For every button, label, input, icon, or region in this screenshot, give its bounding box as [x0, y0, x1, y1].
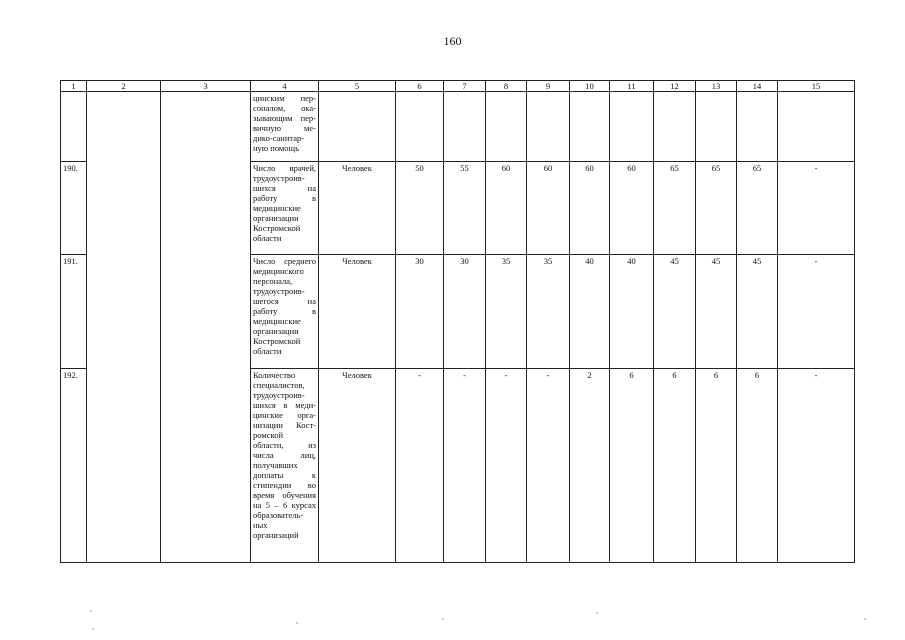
description-line: трудоустроив- [253, 390, 305, 400]
table-cell [396, 92, 444, 162]
description-line: Количество [253, 370, 296, 380]
value-cell: - [396, 369, 444, 563]
description-line: области [253, 233, 282, 243]
value-cell: - [444, 369, 486, 563]
description-line: Число среднего [253, 256, 316, 266]
header-row [61, 81, 855, 92]
description-line: области, из [253, 440, 316, 450]
scan-speck [90, 610, 92, 612]
value-cell: 65 [696, 162, 737, 255]
value-cell: 6 [696, 369, 737, 563]
table-row-continuation [61, 92, 855, 162]
value-cell: 6 [610, 369, 654, 563]
value-cell: 35 [527, 255, 570, 369]
column-header: 11 [610, 81, 654, 92]
page-number: 160 [443, 34, 462, 48]
value-cell: - [486, 369, 527, 563]
value-cell: 40 [610, 255, 654, 369]
value-cell: 65 [654, 162, 696, 255]
value-cell: 45 [696, 255, 737, 369]
description-line: работу в [253, 306, 316, 316]
column-header: 3 [161, 81, 251, 92]
scan-speck [442, 618, 444, 620]
description-line: ромской [253, 430, 283, 440]
scan-speck [92, 628, 94, 630]
value-cell: 30 [444, 255, 486, 369]
value-cell: 2 [570, 369, 610, 563]
indicator-description [251, 92, 319, 162]
value-cell: 60 [610, 162, 654, 255]
description-line: Костромской [253, 336, 301, 346]
description-line: работу в [253, 193, 316, 203]
description-line: стипендии во [253, 480, 316, 490]
description-line: организации [253, 213, 299, 223]
value-cell: 45 [737, 255, 778, 369]
unit-cell: Человек [319, 255, 396, 369]
table-cell [87, 92, 161, 563]
table-cell [696, 92, 737, 162]
value-cell: 60 [486, 162, 527, 255]
row-number-cell: 191. [61, 255, 87, 369]
column-header: 6 [396, 81, 444, 92]
scan-speck [864, 618, 866, 620]
description-line: числа лиц, [253, 450, 316, 460]
description-line: организации [253, 326, 299, 336]
description-line: вичную ме- [253, 123, 316, 133]
description-line: образователь- [253, 510, 304, 520]
column-header: 2 [87, 81, 161, 92]
table-cell [444, 92, 486, 162]
description-line: низации Кост- [253, 420, 316, 430]
table-cell [319, 92, 396, 162]
description-line: персонала, [253, 276, 293, 286]
table-cell [161, 92, 251, 563]
table-cell [570, 92, 610, 162]
scan-speck [596, 612, 598, 614]
description-line: трудоустроив- [253, 286, 305, 296]
description-line: ную помощь [253, 143, 299, 153]
column-header: 12 [654, 81, 696, 92]
description-line: время обучения [253, 490, 316, 500]
description-line: доплаты к [253, 470, 316, 480]
column-header: 9 [527, 81, 570, 92]
description-line: на 5 – 6 курсах [253, 500, 316, 510]
column-header: 14 [737, 81, 778, 92]
value-cell: 55 [444, 162, 486, 255]
column-header: 8 [486, 81, 527, 92]
table-cell [737, 92, 778, 162]
table-cell [486, 92, 527, 162]
unit-cell: Человек [319, 369, 396, 563]
indicator-description [251, 255, 319, 369]
table-cell [778, 92, 855, 162]
value-cell: 40 [570, 255, 610, 369]
description-line: шегося на [253, 296, 316, 306]
row-number-cell: 190. [61, 162, 87, 255]
value-cell: 6 [737, 369, 778, 563]
value-cell: 30 [396, 255, 444, 369]
description-line: организаций [253, 530, 299, 540]
description-line: шихся в меди- [253, 400, 316, 410]
description-line: Число врачей, [253, 163, 316, 173]
value-cell: 50 [396, 162, 444, 255]
description-line: медицинские [253, 316, 301, 326]
row-number-cell [61, 92, 87, 162]
description-line: соналом, ока- [253, 103, 316, 113]
description-line: получавших [253, 460, 298, 470]
column-header: 4 [251, 81, 319, 92]
value-cell: 65 [737, 162, 778, 255]
indicator-table [60, 80, 855, 563]
table-cell [610, 92, 654, 162]
indicator-description [251, 162, 319, 255]
value-cell: 60 [527, 162, 570, 255]
value-cell: - [778, 255, 855, 369]
description-line: ных [253, 520, 268, 530]
description-line: шихся на [253, 183, 316, 193]
description-line: дико-санитар- [253, 133, 305, 143]
scan-speck [296, 622, 298, 624]
description-line: цинские орга- [253, 410, 316, 420]
column-header: 10 [570, 81, 610, 92]
column-header: 15 [778, 81, 855, 92]
description-line: медицинского [253, 266, 304, 276]
value-cell: 35 [486, 255, 527, 369]
value-cell: 45 [654, 255, 696, 369]
description-line: специалистов, [253, 380, 305, 390]
column-header: 5 [319, 81, 396, 92]
description-line: трудоустроив- [253, 173, 305, 183]
column-header: 7 [444, 81, 486, 92]
value-cell: - [778, 162, 855, 255]
value-cell: - [527, 369, 570, 563]
value-cell: 60 [570, 162, 610, 255]
description-line: медицинские [253, 203, 301, 213]
row-number-cell: 192. [61, 369, 87, 563]
description-line: цинским пер- [253, 93, 316, 103]
column-header: 1 [61, 81, 87, 92]
indicator-description [251, 369, 319, 563]
table-cell [654, 92, 696, 162]
column-header: 13 [696, 81, 737, 92]
description-line: Костромской [253, 223, 301, 233]
unit-cell: Человек [319, 162, 396, 255]
description-line: зывающим пер- [253, 113, 316, 123]
description-line: области [253, 346, 282, 356]
value-cell: 6 [654, 369, 696, 563]
table-cell [527, 92, 570, 162]
value-cell: - [778, 369, 855, 563]
